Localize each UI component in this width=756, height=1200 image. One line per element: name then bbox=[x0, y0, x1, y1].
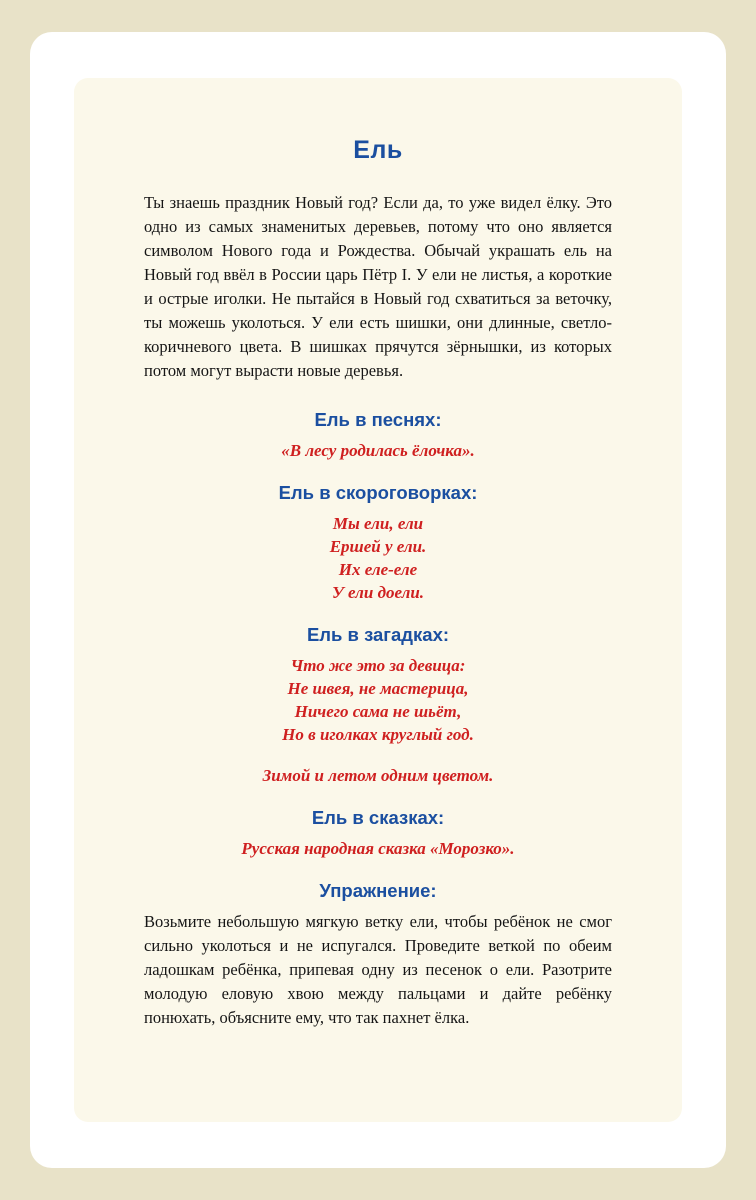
verse-line: «В лесу родилась ёлочка». bbox=[281, 441, 475, 460]
intro-paragraph: Ты знаешь праздник Новый год? Если да, то уже видел ёлку. Это одно из самых знаменитых деревьев, потому что оно является символом Нового года и Рождества. Обычай украшать ель на Новый год ввёл в России царь Пётр I. У ели не листья, а короткие и острые иголки. Не пытайся в Новый год схватиться за веточку, ты можешь уколоться. У ели есть шишки, они длинные, светло-коричневого цвета. В шишках прячутся зёрнышки, из которых потом могут вырасти новые деревья. bbox=[144, 193, 612, 380]
section-verse-riddles-extra bbox=[144, 764, 612, 787]
verse-line: Их еле-еле bbox=[338, 560, 418, 579]
exercise-paragraph: Возьмите небольшую мягкую ветку ели, чтобы ребёнок не смог сильно уколоться и не испугался. Проведите веткой по обеим ладошкам ребёнка, припевая одну из песенок о ели. Разотрите молодую еловую хвою между пальцами и дайте ребёнку понюхать, объясните ему, что так пахнет ёлка. bbox=[144, 912, 612, 1027]
verse-line: Ершей у ели. bbox=[329, 537, 427, 556]
verse-line: Что же это за девица: bbox=[290, 656, 466, 675]
page-title: Ель bbox=[353, 136, 403, 164]
verse-line: Не швея, не мастерица, bbox=[287, 679, 469, 698]
verse-line: У ели доели. bbox=[331, 583, 425, 602]
section-verse-tonguetwisters bbox=[144, 512, 612, 604]
section-heading-songs: Ель в песнях: bbox=[314, 409, 442, 430]
section-heading-exercise: Упражнение: bbox=[319, 880, 437, 901]
section-heading-riddles: Ель в загадках: bbox=[306, 624, 450, 645]
section-verse-songs bbox=[144, 439, 612, 462]
verse-line: Но в иголках круглый год. bbox=[282, 725, 474, 744]
section-verse-tales bbox=[144, 837, 612, 860]
verse-line: Мы ели, ели bbox=[332, 514, 424, 533]
page-content bbox=[74, 78, 682, 1122]
section-verse-riddles bbox=[144, 654, 612, 746]
verse-line: Русская народная сказка «Морозко». bbox=[241, 839, 515, 858]
section-heading-tales: Ель в сказках: bbox=[311, 807, 445, 828]
page-frame-inner bbox=[74, 78, 682, 1122]
verse-line: Зимой и летом одним цветом. bbox=[262, 766, 494, 785]
verse-line: Ничего сама не шьёт, bbox=[294, 702, 462, 721]
section-heading-tonguetwisters: Ель в скороговорках: bbox=[278, 482, 478, 503]
page-frame-outer bbox=[30, 32, 726, 1168]
